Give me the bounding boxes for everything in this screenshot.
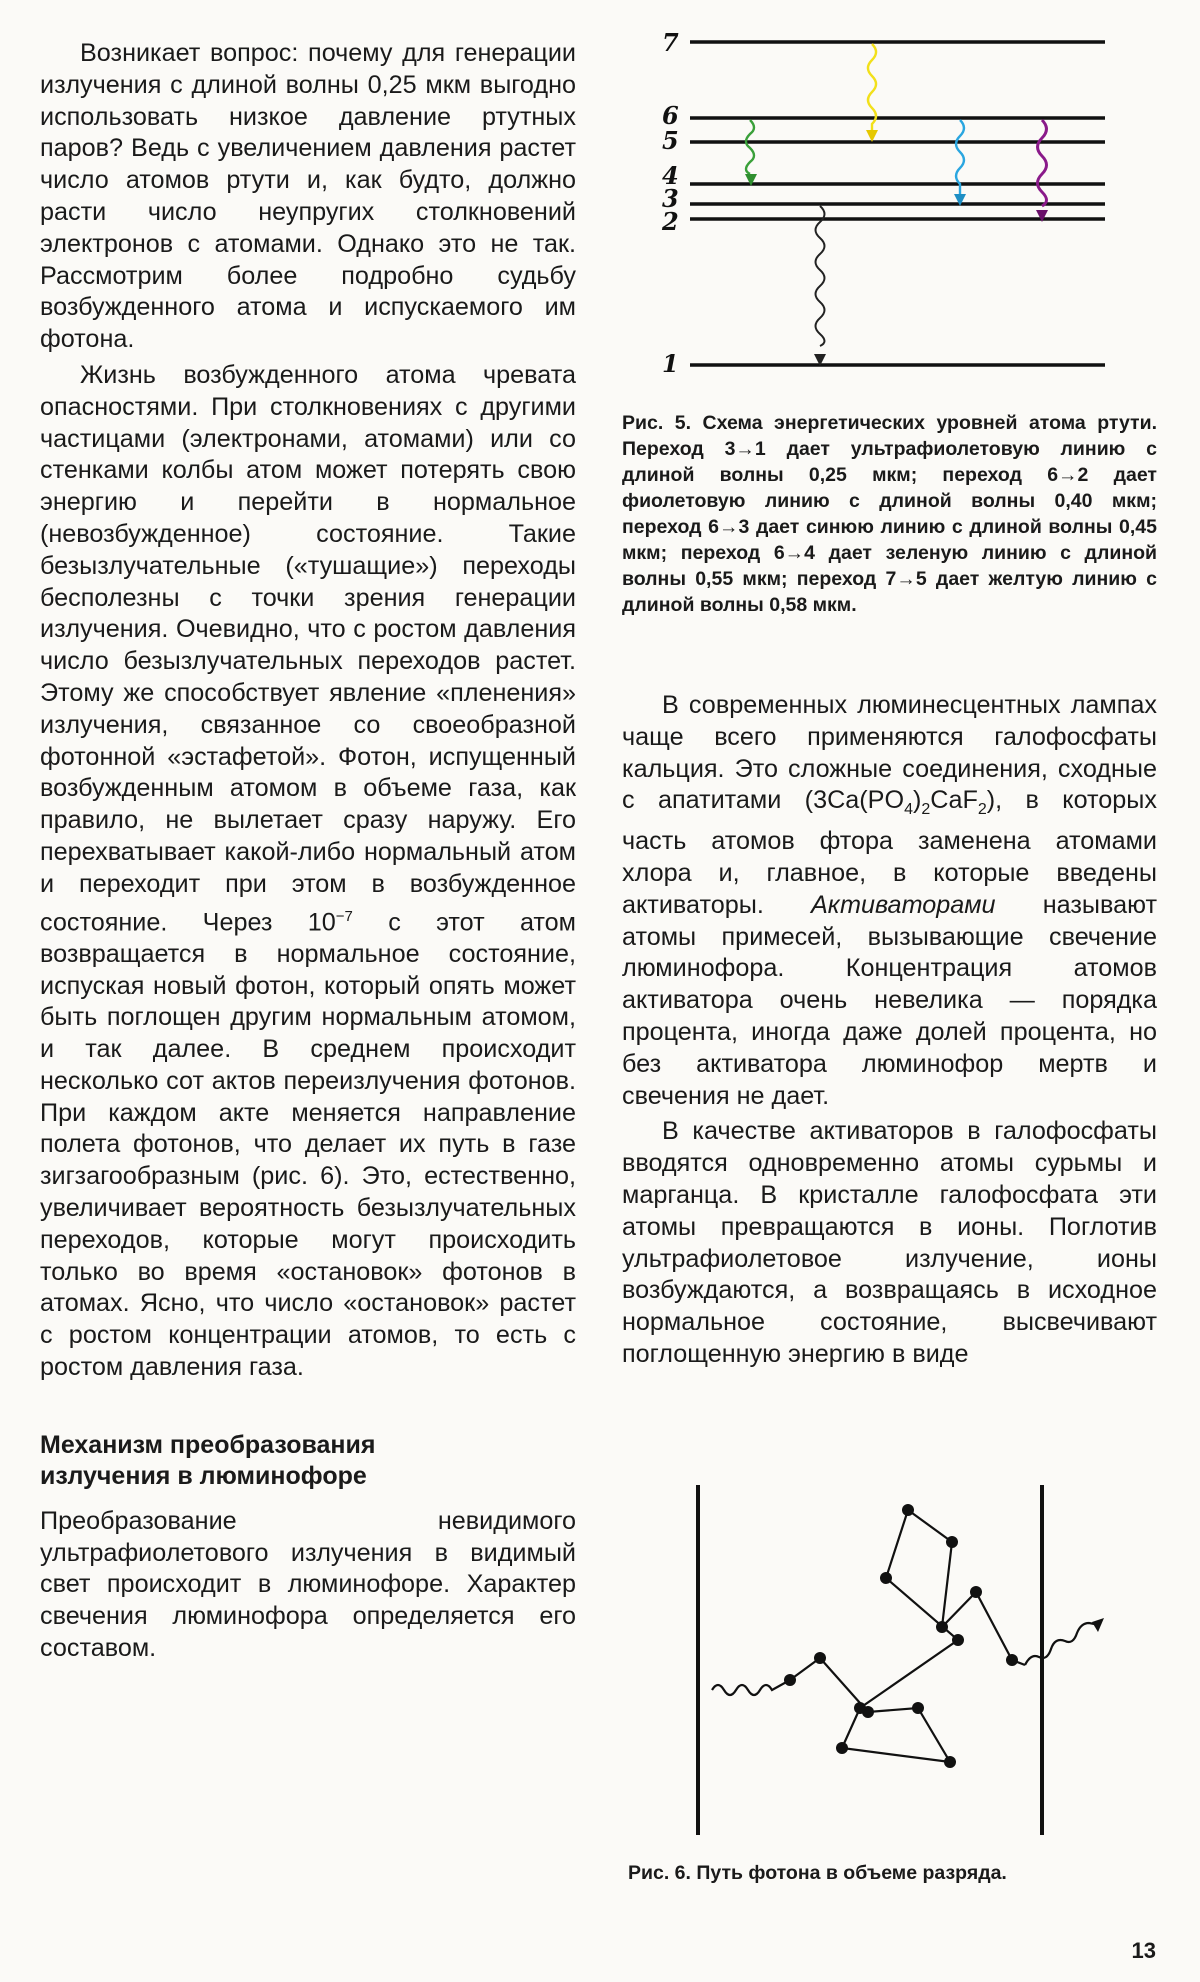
outgoing-photon-wave <box>1025 1623 1100 1665</box>
incoming-photon-wave <box>712 1680 790 1695</box>
transition-6-3-blue <box>956 120 964 200</box>
paragraph: Возникает вопрос: почему для генерации излучения с длиной волны 0,25 мкм выгодно использовать низкое давление ртутных паров? Ведь с увеличением давления растет число атомов ртути и, как будто, должно расти число неупругих столкновений электронов с атомами. Однако это не так. Рассмотрим более подробно судьбу возбужденного атома и испускаемого им фотона. <box>40 39 576 354</box>
figure-5-caption: Рис. 5. Схема энергетических уровней атома ртути. Переход 3→1 дает ультрафиолетовую линию с длиной волны 0,25 мкм; переход 6→2 дает фиолетовую линию с длиной волны 0,40 мкм; переход 6→3 дает синюю линию с длиной волны 0,45 мкм; переход 6→4 дает зеленую линию с длиной волны 0,55 мкм; переход 7→5 дает желтую линию с длиной волны 0,58 мкм. <box>622 412 1157 616</box>
transition-6-4-green <box>746 120 754 174</box>
energy-level-diagram <box>650 20 1120 380</box>
level-label-1: 1 <box>662 349 679 378</box>
figure-6-caption: Рис. 6. Путь фотона в объеме разряда. <box>628 1862 1007 1884</box>
left-column <box>40 38 576 1665</box>
exponent: −7 <box>335 907 353 925</box>
level-label-7: 7 <box>662 28 679 57</box>
paragraph: В качестве активаторов в галофосфаты вводятся одновременно атомы сурьмы и марганца. В кристалле галофосфата эти атомы превращаются в ионы. Поглотив ультрафиолетовое излучение, ионы возбуждаются, а возвращаясь в исходное нормальное состояние, высвечивают поглощенную энергию в виде <box>622 1117 1157 1368</box>
level-lines <box>690 42 1105 365</box>
page-number: 13 <box>1131 1938 1156 1963</box>
photon-path-diagram <box>680 1480 1140 1840</box>
level-label-3: 3 <box>662 184 679 213</box>
level-label-2: 2 <box>662 207 679 236</box>
level-label-5: 5 <box>662 126 679 155</box>
transition-7-5-yellow <box>868 44 876 138</box>
arrowhead-yellow <box>866 130 878 142</box>
paragraph: Жизнь возбужденного атома чревата опасностями. При столкновениях с другими частицами (электронами, атомами) или со стенками колбы атом может потерять свою энергию и перейти в нормальное (невозбужденное) состояние. Такие безызлучательные («тушащие») переходы бесполезны с точки зрения генерации излучения. Очевидно, что с ростом давления число безызлучательных переходов растет. Этому же способствует явление «пленения» излучения, связанное со своеобразной фотонной «эстафетой». Фотон, испущенный возбужденным атомом в объеме газа, как правило, не вылетает сразу наружу. Его перехватывает какой-либо нормальный атом и переходит при этом в возбужденное состояние. Через $10^{-7}$ с этот атом возвращается в нормальное состояние, испуская новый фотон, который опять может быть поглощен другим нормальным атомом, и так далее. В среднем происходит несколько сот актов переизлучения фотонов. При каждом акте меняется направление полета фотонов, что делает их путь в газе зигзагообразным (рис. 6). Это, естественно, увеличивает вероятность безызлучательных переходов, которые могут происходить только во время «остановок» фотонов в атомах. Ясно, что число «остановок» растет с ростом концентрации атомов, то есть с ростом давления газа. <box>40 360 576 1382</box>
emphasis: Активаторами <box>811 890 996 919</box>
paragraph: В современных люминесцентных лампах чаще всего применяются галофосфаты кальция. Это сложные соединения, сходные с апатитами $(3Ca(PO_4)_2CaF_2)$, в которых часть атомов фтора заменена атомами хлора и, главное, в которые введены активаторы. Активаторами называют атомы примесей, вызывающие свечение люминофора. Концентрация атомов активатора очень невелика — порядка процента, иногда даже долей процента, но без активатора люминофор мертв и свечения не дает. <box>622 691 1157 1110</box>
level-label-6: 6 <box>662 101 679 130</box>
outgoing-arrowhead <box>1092 1618 1104 1632</box>
right-column <box>622 690 1157 1371</box>
transition-6-2-violet <box>1038 120 1047 206</box>
photon-zigzag-path <box>790 1510 1025 1762</box>
level-label-4: 4 <box>662 161 679 190</box>
transition-3-1-uv <box>816 206 825 346</box>
section-heading: Механизм преобразования излучения в люминофоре <box>40 1430 376 1490</box>
paragraph: Преобразование невидимого ультрафиолетового излучения в видимый свет происходит в люминофоре. Характер свечения люминофора определяется его составом. <box>40 1506 576 1663</box>
atoms <box>784 1504 1018 1768</box>
